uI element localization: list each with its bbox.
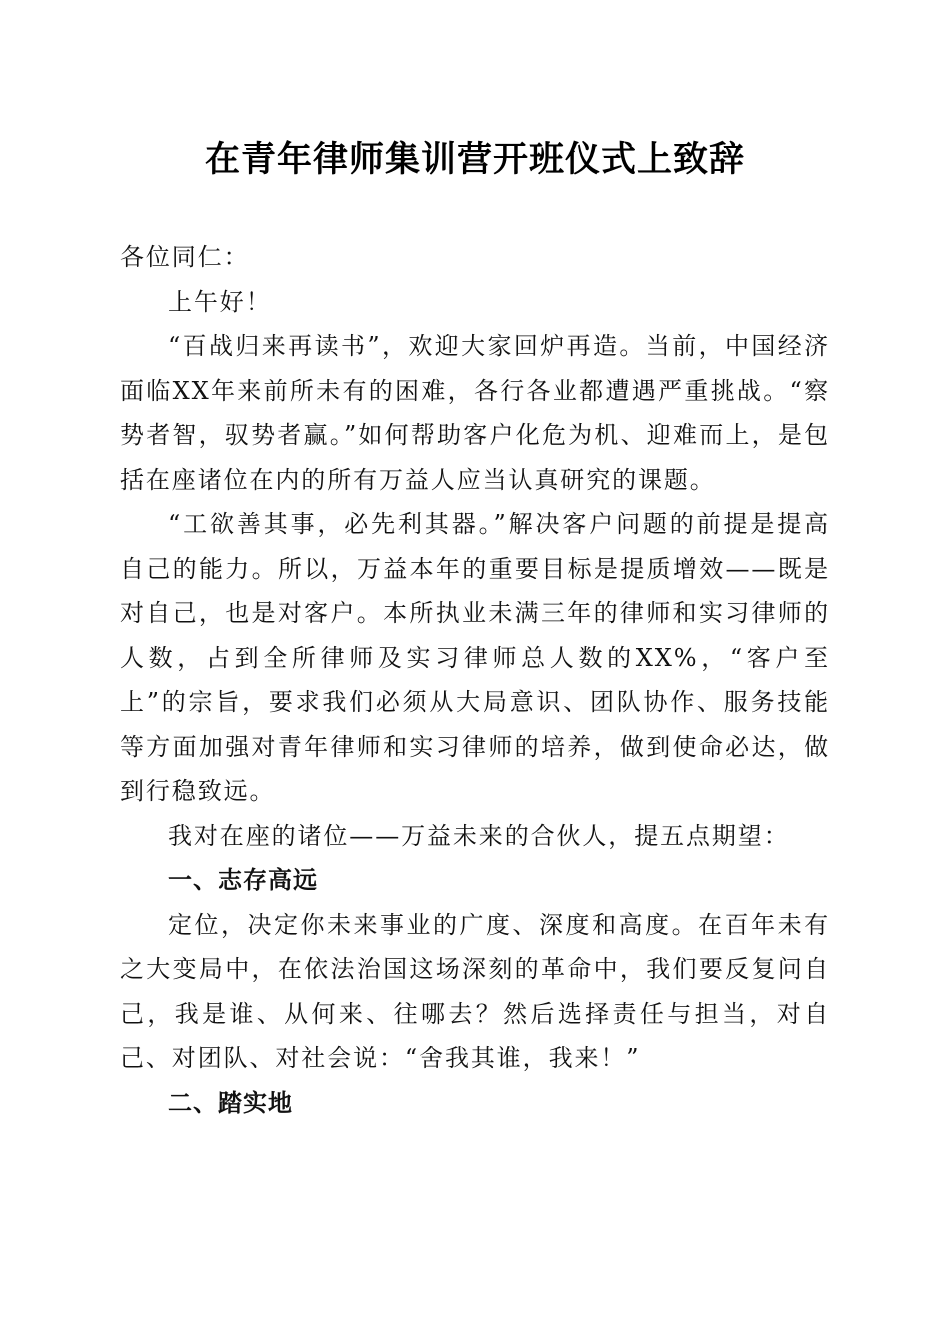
section-heading-1: 一、志存高远: [168, 866, 318, 894]
paragraph-capability: “工欲善其事，必先利其器。”解决客户问题的前提是提高自己的能力。所以，万益本年的重要目标是提质增效——既是对自己，也是对客户。本所执业未满三年的律师和实习律师的人数，占到全所律师及实习律师总人数的XX%，“客户至上”的宗旨，要求我们必须从大局意识、团队协作、服务技能等方面加强对青年律师和实习律师的培养，做到使命必达，做到行稳致远。: [120, 510, 830, 805]
document-title: 在青年律师集训营开班仪式上致辞: [204, 139, 745, 180]
salutation: 各位同仁：: [120, 243, 250, 271]
document-body: [120, 235, 830, 1125]
paragraph-intro: “百战归来再读书”，欢迎大家回炉再造。当前，中国经济面临XX年来前所未有的困难，各行各业都遭遇严重挑战。“察势者智，驭势者赢。”如何帮助客户化危为机、迎难而上，是包括在座诸位在内的所有万益人应当认真研究的课题。: [120, 332, 830, 494]
section-text-1: 定位，决定你未来事业的广度、深度和高度。在百年未有之大变局中，在依法治国这场深刻的革命中，我们要反复问自己，我是谁、从何来、往哪去？然后选择责任与担当，对自己、对团队、对社会说：“舍我其谁，我来！”: [120, 910, 830, 1072]
paragraph-expectations: 我对在座的诸位——万益未来的合伙人，提五点期望：: [168, 821, 790, 850]
greeting: 上午好！: [168, 287, 272, 316]
section-heading-2: 二、踏实地: [168, 1088, 293, 1117]
